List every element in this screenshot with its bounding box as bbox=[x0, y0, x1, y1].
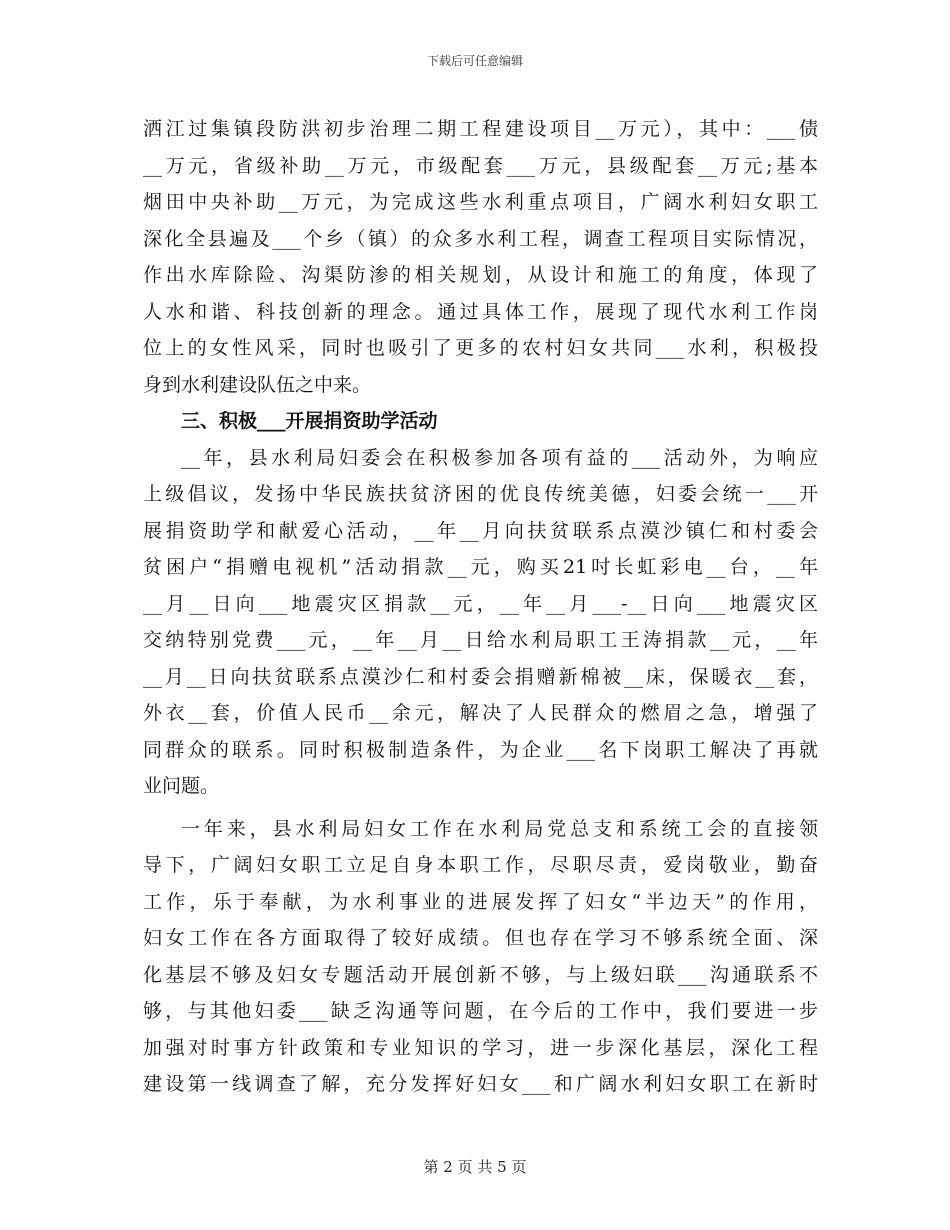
paragraph-line: __月__日向扶贫联系点漠沙仁和村委会捐赠新棉被__床，保暖衣__套， bbox=[143, 665, 818, 688]
document-body bbox=[143, 111, 818, 1103]
paragraph-line: 业问题。 bbox=[143, 775, 220, 797]
paragraph-line: __年，县水利局妇委会在积极参加各项有益的___活动外，为响应 bbox=[181, 446, 818, 469]
paragraph-line: 身到水利建设队伍之中来。 bbox=[143, 373, 372, 396]
paragraph-line: __万元，省级补助__万元，市级配套___万元，县级配套__万元;基本 bbox=[143, 154, 818, 177]
page-footer: 第 2 页 共 5 页 bbox=[423, 1158, 527, 1176]
paragraph-line: 展捐资助学和献爱心活动，__年__月向扶贫联系点漠沙镇仁和村委会 bbox=[143, 519, 818, 542]
paragraph-line: 上级倡议，发扬中华民族扶贫济困的优良传统美德，妇委会统一___开 bbox=[143, 483, 818, 505]
paragraph-line: 加强对时事方针政策和专业知识的学习，进一步深化基层，深化工程 bbox=[143, 1036, 818, 1059]
paragraph-line: 烟田中央补助__万元，为完成这些水利重点项目，广阔水利妇女职工 bbox=[143, 191, 818, 213]
paragraph-line: 作出水库除险、沟渠防渗的相关规划，从设计和施工的角度，体现了 bbox=[143, 264, 818, 286]
paragraph-line: 位上的女性风采，同时也吸引了更多的农村妇女共同___水利，积极投 bbox=[143, 337, 818, 359]
paragraph-line: 同群众的联系。同时积极制造条件，为企业___名下岗职工解决了再就 bbox=[143, 738, 818, 761]
paragraph-line: 外衣__套，价值人民币__余元，解决了人民群众的燃眉之急，增强了 bbox=[143, 702, 818, 724]
page-header: 下载后可任意编辑 bbox=[426, 54, 523, 68]
paragraph-line: __月__日向___地震灾区捐款__元，__年__月___-__日向___地震灾区 bbox=[143, 592, 818, 615]
paragraph-line: 一年来，县水利局妇女工作在水利局党总支和系统工会的直接领 bbox=[181, 817, 818, 840]
paragraph-line: 化基层不够及妇女专题活动开展创新不够，与上级妇联___沟通联系不 bbox=[143, 963, 818, 986]
section-heading: 三、积极___开展捐资助学活动 bbox=[181, 410, 438, 432]
paragraph-line: 工作，乐于奉献，为水利事业的进展发挥了妇女“半边天”的作用， bbox=[143, 890, 818, 913]
paragraph-line: 人水和谐、科技创新的理念。通过具体工作，展现了现代水利工作岗 bbox=[143, 300, 818, 323]
paragraph-line: 够，与其他妇委___缺乏沟通等问题，在今后的工作中，我们要进一步 bbox=[143, 1000, 818, 1022]
paragraph-line: 交纳特别党费___元，__年__月__日给水利局职工王涛捐款__元，__年 bbox=[143, 629, 818, 651]
paragraph-line: 导下，广阔妇女职工立足自身本职工作，尽职尽责，爱岗敬业，勤奋 bbox=[143, 854, 818, 876]
paragraph-line: 建设第一线调查了解，充分发挥好妇女___和广阔水利妇女职工在新时 bbox=[143, 1073, 818, 1095]
paragraph-line: 洒江过集镇段防洪初步治理二期工程建设项目__万元），其中：___债 bbox=[143, 118, 818, 140]
paragraph-line: 贫困户“捐赠电视机”活动捐款__元，购买21吋长虹彩电__台，__年 bbox=[143, 556, 818, 578]
paragraph-line: 深化全县遍及___个乡（镇）的众多水利工程，调查工程项目实际情况， bbox=[143, 227, 818, 250]
paragraph-line: 妇女工作在各方面取得了较好成绩。但也存在学习不够系统全面、深 bbox=[143, 927, 818, 949]
